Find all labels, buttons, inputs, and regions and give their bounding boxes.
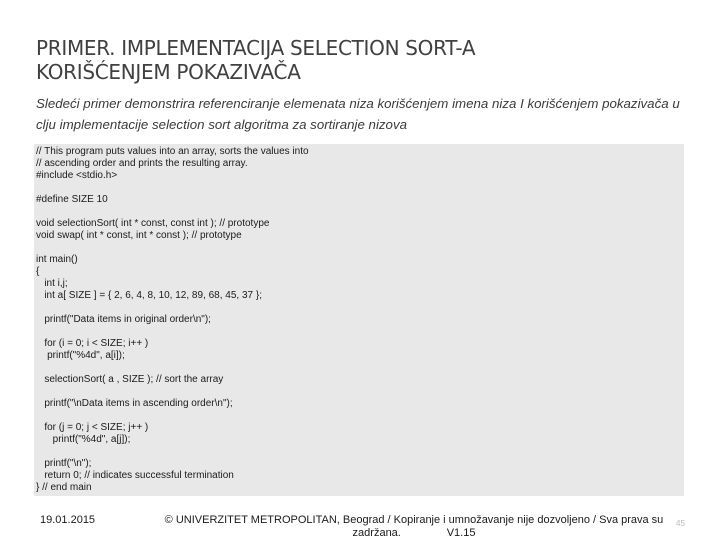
code-line: printf("\nData items in ascending order\n");: [36, 398, 233, 409]
code-line: #include <stdio.h>: [36, 170, 118, 181]
code-line: selectionSort( a , SIZE ); // sort the array: [36, 374, 224, 385]
code-line: int main(): [36, 254, 78, 265]
code-line: [36, 326, 676, 338]
code-line: int i,j;: [36, 278, 68, 289]
code-line: void selectionSort( int * const, const int ); // prototype: [36, 218, 270, 229]
footer-copyright-line1: © UNIVERZITET METROPOLITAN, Beograd / Kopiranje i umnožavanje nije dozvoljeno / Sva prava su: [164, 514, 664, 526]
code-line: [36, 242, 676, 254]
code-line: [36, 362, 676, 374]
slide-title-line1: PRIMER. IMPLEMENTACIJA SELECTION SORT-A: [36, 36, 476, 60]
slide-subtitle: Sledeći primer demonstrira referenciranje elemenata niza korišćenjem imena niza I korišćenjem pokazivača u clju implementacije selection sort algoritma za sortiranje nizova: [36, 96, 680, 132]
slide-title-line2: KORIŠĆENJEM POKAZIVAČA: [36, 60, 301, 84]
code-line: printf("%4d", a[i]);: [36, 350, 125, 361]
code-line: // This program puts values into an array, sorts the values into: [36, 146, 309, 157]
code-line: printf("\n");: [36, 458, 92, 469]
code-line: return 0; // indicates successful termination: [36, 470, 234, 481]
code-line: int a[ SIZE ] = { 2, 6, 4, 8, 10, 12, 89, 68, 45, 37 };: [36, 290, 262, 301]
code-line: #define SIZE 10: [36, 194, 108, 205]
code-line: [36, 386, 676, 398]
code-line: printf("Data items in original order\n");: [36, 314, 211, 325]
code-line: [36, 410, 676, 422]
code-line: [36, 446, 676, 458]
code-line: for (i = 0; i < SIZE; i++ ): [36, 338, 149, 349]
code-line: printf("%4d", a[j]);: [36, 434, 131, 445]
slide-title: [36, 36, 676, 84]
footer-copyright-line2: zadržana. V1.15: [352, 527, 476, 539]
code-line: // ascending order and prints the resulting array.: [36, 158, 248, 169]
code-block: [36, 146, 676, 494]
slide-footer: [0, 512, 720, 540]
code-line: [36, 182, 676, 194]
code-line: void swap( int * const, int * const ); // prototype: [36, 230, 242, 241]
code-line: [36, 302, 676, 314]
footer-copyright: [150, 514, 678, 540]
code-line: [36, 206, 676, 218]
code-line: } // end main: [36, 482, 92, 493]
footer-date: 19.01.2015: [40, 514, 96, 526]
code-line: for (j = 0; j < SIZE; j++ ): [36, 422, 149, 433]
code-line: {: [36, 266, 40, 277]
page-number: 45: [676, 519, 685, 528]
